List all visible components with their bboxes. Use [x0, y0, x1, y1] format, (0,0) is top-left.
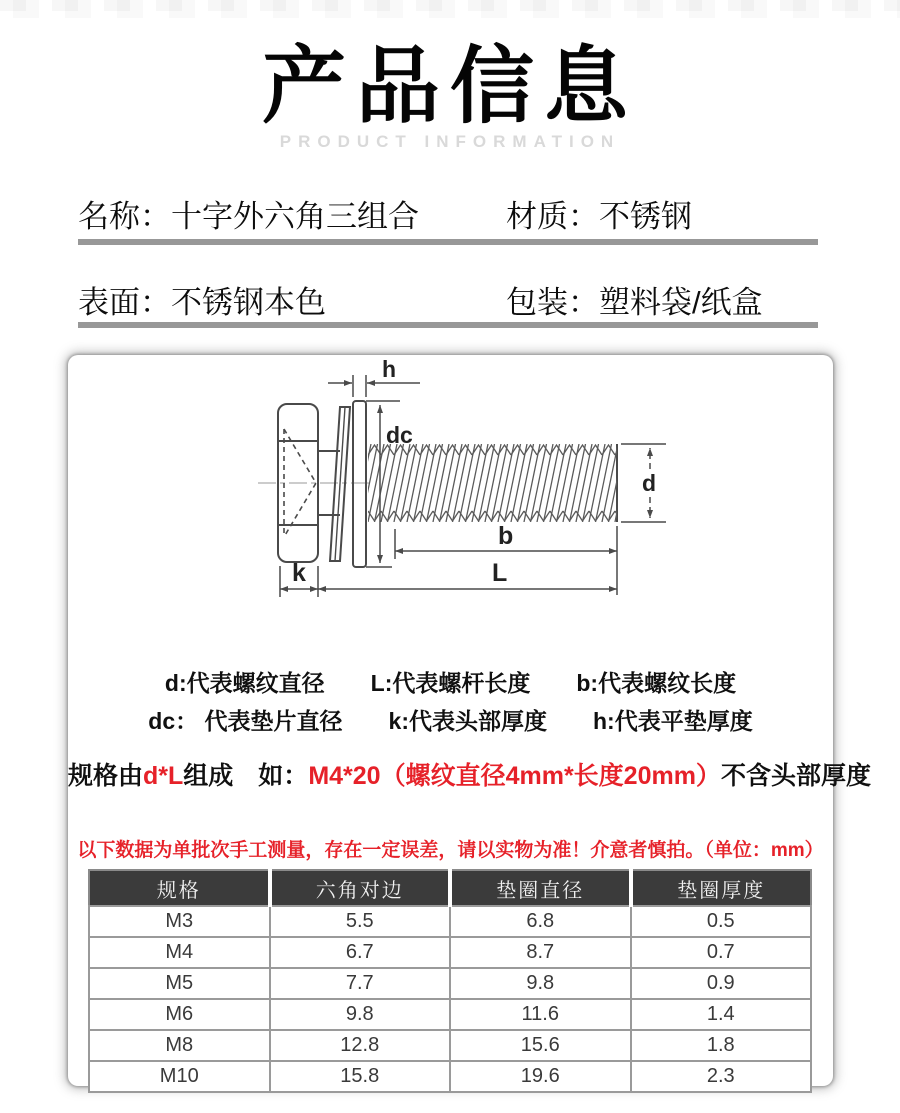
legend-row-1 [68, 665, 833, 698]
table-row [89, 1030, 811, 1061]
cell-value: 12.8 [270, 1030, 451, 1061]
dim-label-h: h [382, 359, 397, 382]
table-row [89, 968, 811, 999]
cell-value: 6.7 [270, 937, 451, 968]
legend-item-dc: dc： 代表垫片直径 [148, 708, 343, 734]
legend-item-k: k:代表头部厚度 [388, 708, 547, 734]
legend-item-h: h:代表平垫厚度 [592, 708, 753, 734]
cell-value: 1.8 [631, 1030, 812, 1061]
cell-spec: M3 [89, 906, 270, 937]
spec-label: 包装： [506, 285, 599, 320]
cell-value: 0.9 [631, 968, 812, 999]
spec-value: 塑料袋/纸盒 [599, 285, 763, 320]
cell-value: 9.8 [270, 999, 451, 1030]
spec-item-surface [78, 277, 506, 322]
top-border-pattern [0, 0, 900, 18]
spec-row-1 [78, 191, 824, 236]
page-title: 产品信息 [261, 39, 638, 133]
col-header-washer-thick: 垫圈厚度 [631, 870, 812, 906]
dim-label-L: L [492, 559, 508, 587]
formula-highlight: d*L [143, 762, 184, 790]
divider-line [78, 322, 818, 328]
cell-value: 0.7 [631, 937, 812, 968]
screw-diagram [68, 359, 833, 609]
cell-spec: M5 [89, 968, 270, 999]
col-header-hex-width: 六角对边 [270, 870, 451, 906]
detail-panel [68, 355, 871, 1087]
legend-item-b: b:代表螺纹长度 [576, 670, 737, 696]
col-header-washer-dia: 垫圈直径 [450, 870, 631, 906]
cell-value: 1.4 [631, 999, 812, 1030]
spec-item-packaging [506, 277, 824, 322]
formula-text: 组成 如： [183, 762, 309, 790]
cell-spec: M10 [89, 1061, 270, 1092]
table-header-row [89, 870, 811, 906]
cell-value: 11.6 [450, 999, 631, 1030]
cell-value: 19.6 [450, 1061, 631, 1092]
divider-line [78, 239, 818, 245]
spec-value: 不锈钢 [599, 199, 692, 234]
cell-spec: M8 [89, 1030, 270, 1061]
spec-formula [68, 756, 871, 792]
table-row [89, 937, 811, 968]
legend-item-d: d:代表螺纹直径 [164, 670, 325, 696]
formula-text: 不含头部厚度 [720, 762, 871, 790]
size-table [88, 869, 812, 1093]
dim-label-dc: dc [386, 422, 413, 448]
measurement-disclaimer: 以下数据为单批次手工测量，存在一定误差，请以实物为准！介意者慎拍。（单位：mm） [77, 840, 824, 861]
spec-label: 表面： [78, 285, 171, 320]
cell-value: 8.7 [450, 937, 631, 968]
table-row [89, 906, 811, 937]
col-header-spec: 规格 [89, 870, 270, 906]
legend-item-L: L:代表螺杆长度 [370, 670, 531, 696]
table-row [89, 999, 811, 1030]
spec-label: 材质： [506, 199, 599, 234]
spec-value: 十字外六角三组合 [171, 199, 419, 234]
formula-example: M4*20（螺纹直径4mm*长度20mm） [308, 762, 721, 790]
flat-washer [353, 401, 366, 567]
cell-spec: M4 [89, 937, 270, 968]
spec-label: 名称： [78, 199, 171, 234]
dim-label-d: d [642, 470, 657, 496]
cell-value: 6.8 [450, 906, 631, 937]
cell-value: 15.8 [270, 1061, 451, 1092]
cell-value: 2.3 [631, 1061, 812, 1092]
spec-row-2 [78, 277, 824, 322]
formula-text: 规格由 [68, 762, 144, 790]
spec-item-name [78, 191, 506, 236]
spec-item-material [506, 191, 824, 236]
cell-value: 7.7 [270, 968, 451, 999]
cell-value: 5.5 [270, 906, 451, 937]
legend-row-2 [68, 703, 833, 736]
thread [368, 444, 617, 522]
table-row [89, 1061, 811, 1092]
cell-spec: M6 [89, 999, 270, 1030]
cell-value: 15.6 [450, 1030, 631, 1061]
dim-label-b: b [498, 522, 514, 550]
cell-value: 9.8 [450, 968, 631, 999]
spec-value: 不锈钢本色 [171, 285, 326, 320]
cell-value: 0.5 [631, 906, 812, 937]
page-subtitle: PRODUCT INFORMATION [279, 132, 621, 151]
dim-label-k: k [292, 559, 306, 587]
